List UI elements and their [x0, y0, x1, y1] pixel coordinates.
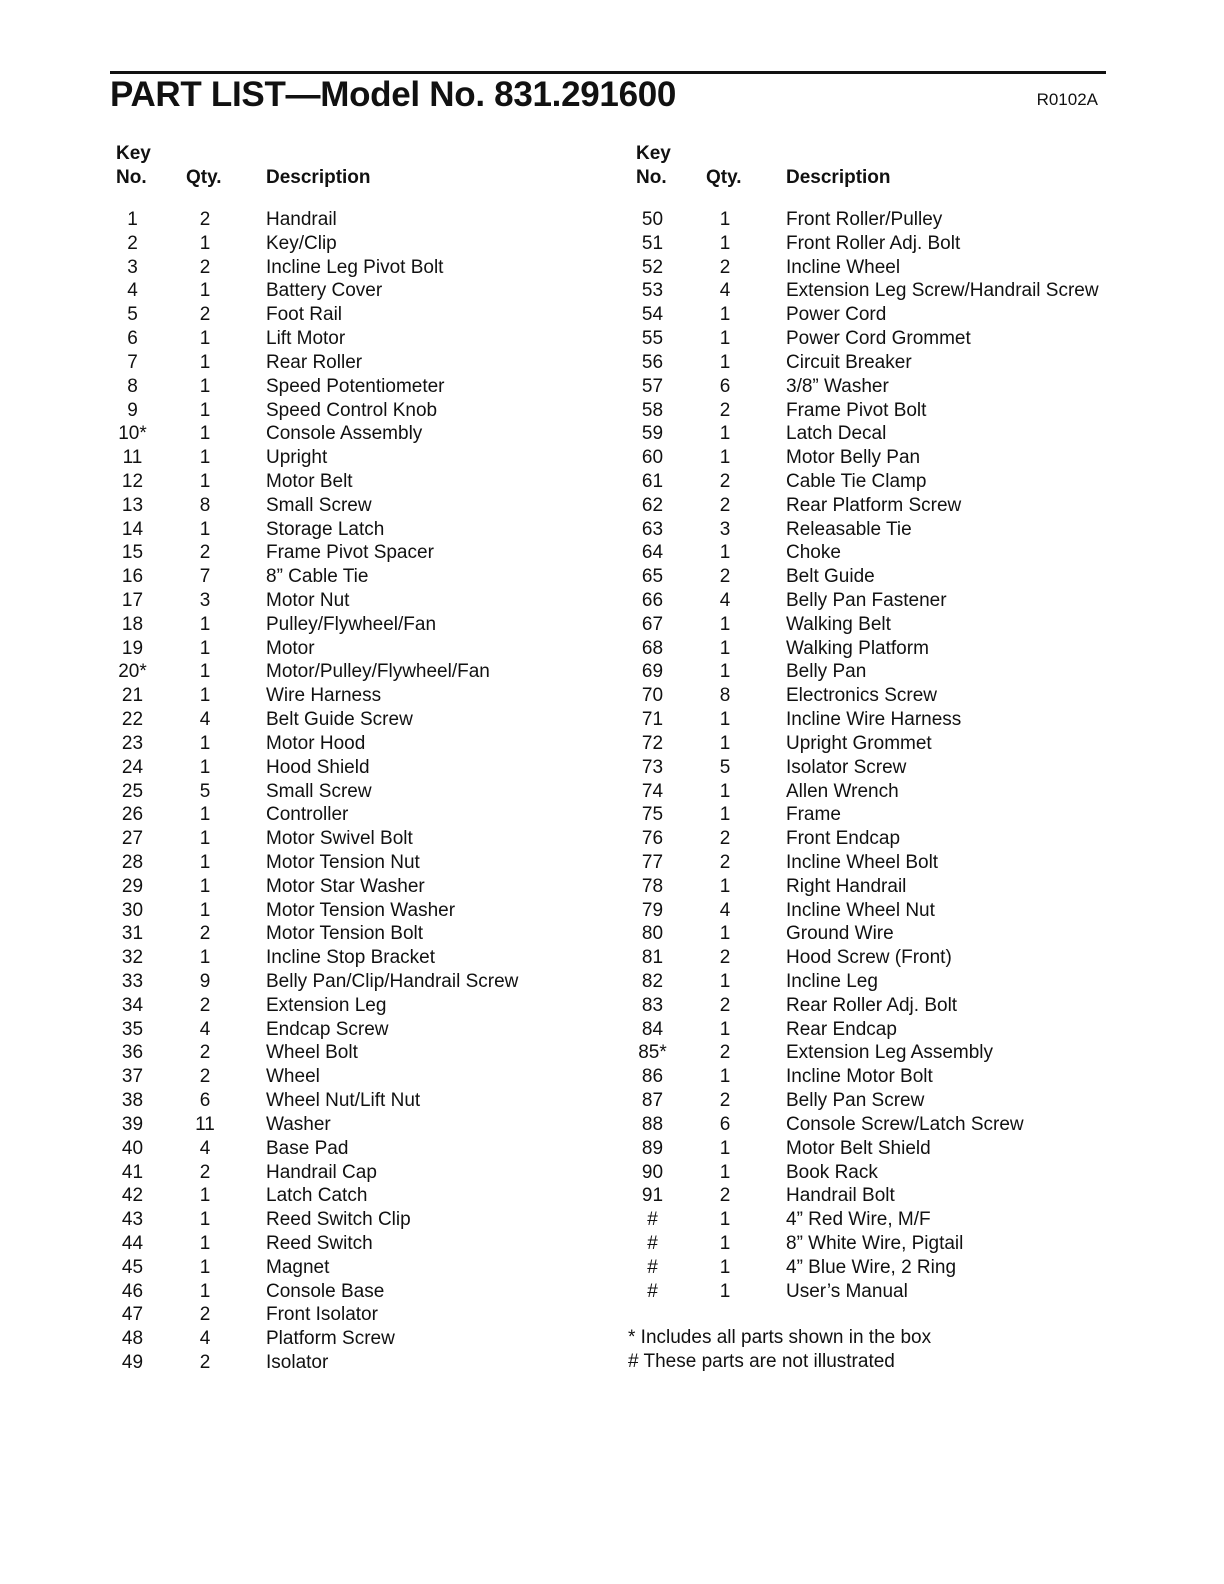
no-label: No. — [636, 167, 667, 188]
part-description: 8” Cable Tie — [266, 566, 369, 588]
footnotes — [628, 1326, 931, 1374]
part-key-number: 43 — [121, 1209, 144, 1231]
part-quantity: 5 — [719, 756, 731, 778]
part-key-number: 35 — [121, 1018, 144, 1040]
part-description: Cable Tie Clamp — [786, 470, 927, 492]
part-key-number: # — [647, 1232, 658, 1254]
part-description: Releasable Tie — [786, 518, 912, 540]
part-description: Motor Swivel Bolt — [266, 828, 413, 850]
part-key-number: 3 — [127, 256, 138, 278]
part-quantity: 1 — [199, 232, 211, 254]
part-quantity: 1 — [719, 637, 731, 659]
part-key-number: 33 — [121, 971, 144, 992]
part-description: Frame Pivot Bolt — [786, 399, 927, 421]
part-quantity: 2 — [719, 1090, 731, 1112]
part-quantity: 1 — [719, 804, 731, 826]
part-description: Motor Tension Bolt — [266, 923, 424, 945]
part-key-number: # — [647, 1256, 658, 1278]
part-description: Incline Wheel — [786, 256, 901, 278]
part-key-number: 54 — [641, 304, 664, 326]
part-quantity: 1 — [199, 1185, 211, 1207]
part-quantity: 1 — [719, 232, 731, 254]
part-description: Isolator — [266, 1352, 329, 1373]
part-key-number: 78 — [641, 875, 664, 897]
part-description: Extension Leg Assembly — [786, 1042, 994, 1064]
part-description: Motor Tension Nut — [266, 851, 420, 873]
part-key-number: 89 — [641, 1137, 664, 1159]
part-description: Wheel — [266, 1066, 320, 1088]
part-description: Controller — [266, 804, 349, 826]
part-key-number: 86 — [641, 1066, 664, 1088]
part-key-number: 23 — [121, 732, 144, 754]
part-description: Console Base — [266, 1280, 385, 1302]
part-key-number: 53 — [641, 280, 664, 302]
part-description: Motor Hood — [266, 732, 366, 754]
part-key-number: 65 — [641, 566, 664, 588]
part-quantity: 8 — [199, 494, 211, 516]
part-quantity: 2 — [719, 851, 731, 873]
part-quantity: 4 — [199, 1018, 211, 1040]
part-quantity: 2 — [199, 1352, 211, 1373]
part-description: Lift Motor — [266, 328, 346, 350]
part-description: Rear Platform Screw — [786, 494, 962, 516]
part-quantity: 2 — [199, 304, 211, 326]
part-quantity: 1 — [719, 1280, 731, 1302]
part-quantity: 2 — [199, 1304, 211, 1326]
part-key-number: 45 — [121, 1256, 144, 1278]
part-key-number: 13 — [121, 494, 144, 516]
part-description: Hood Screw (Front) — [786, 947, 952, 969]
footnote-included: * Includes all parts shown in the box — [628, 1327, 932, 1348]
part-quantity: 1 — [199, 470, 211, 492]
part-quantity: 4 — [719, 590, 731, 611]
part-key-number: 34 — [121, 994, 144, 1016]
part-key-number: 68 — [641, 637, 664, 659]
part-quantity: 1 — [199, 1232, 211, 1254]
part-quantity: 1 — [719, 1256, 731, 1278]
part-description: Extension Leg — [266, 994, 387, 1016]
part-key-number: 66 — [641, 590, 664, 611]
part-key-number: 69 — [641, 661, 664, 683]
part-quantity: 1 — [199, 375, 211, 397]
part-description: User’s Manual — [786, 1280, 908, 1302]
part-quantity: 1 — [199, 804, 211, 826]
part-quantity: 7 — [199, 566, 211, 588]
part-quantity: 1 — [719, 1137, 731, 1159]
part-description: Power Cord — [786, 304, 887, 326]
part-quantity: 1 — [199, 756, 211, 778]
part-quantity: 1 — [719, 304, 731, 326]
part-quantity: 2 — [719, 1185, 731, 1207]
part-key-number: 46 — [121, 1280, 144, 1302]
part-key-number: 70 — [641, 685, 664, 707]
part-description: Right Handrail — [786, 875, 907, 897]
part-description: Circuit Breaker — [786, 351, 912, 373]
part-quantity: 1 — [199, 1209, 211, 1231]
part-description: Console Screw/Latch Screw — [786, 1113, 1024, 1135]
part-quantity: 2 — [199, 994, 211, 1016]
part-key-number: 12 — [121, 470, 144, 492]
part-description: Incline Wheel Bolt — [786, 851, 939, 873]
part-key-number: 2 — [127, 232, 138, 254]
part-key-number: 80 — [641, 923, 664, 945]
part-key-number: 22 — [121, 709, 144, 731]
part-key-number: 18 — [121, 613, 144, 635]
part-description: Platform Screw — [266, 1328, 395, 1350]
part-key-number: 50 — [641, 209, 664, 230]
part-description: Front Isolator — [266, 1304, 378, 1326]
part-description: Belly Pan — [786, 661, 867, 683]
part-quantity: 1 — [719, 732, 731, 754]
part-quantity: 2 — [719, 566, 731, 588]
part-quantity: 1 — [719, 1209, 731, 1231]
part-description: Book Rack — [786, 1161, 878, 1183]
part-description: Handrail Bolt — [786, 1185, 895, 1207]
part-description: Foot Rail — [266, 304, 343, 326]
part-key-number: 4 — [127, 280, 138, 302]
part-key-number: 14 — [121, 518, 144, 540]
part-quantity: 1 — [199, 1280, 211, 1302]
part-quantity: 2 — [199, 209, 211, 230]
part-description: Motor Belt Shield — [786, 1137, 931, 1159]
part-description: Frame Pivot Spacer — [266, 542, 434, 564]
part-description: Latch Catch — [266, 1185, 368, 1207]
part-quantity: 4 — [199, 1328, 211, 1350]
part-description: Choke — [786, 542, 841, 564]
part-key-number: 32 — [121, 947, 144, 969]
part-description: Motor — [266, 637, 315, 659]
part-quantity: 1 — [719, 875, 731, 897]
part-quantity: 6 — [719, 375, 731, 397]
part-quantity: 8 — [719, 685, 731, 707]
part-description: Storage Latch — [266, 518, 385, 540]
part-description: Ground Wire — [786, 923, 894, 945]
part-description: Latch Decal — [786, 423, 887, 445]
part-quantity: 1 — [719, 1066, 731, 1088]
part-quantity: 2 — [719, 1042, 731, 1064]
part-quantity: 5 — [199, 780, 211, 802]
part-quantity: 1 — [719, 447, 731, 469]
part-quantity: 1 — [199, 875, 211, 897]
part-description: Speed Potentiometer — [266, 375, 445, 397]
part-quantity: 1 — [199, 613, 211, 635]
part-key-number: 19 — [121, 637, 144, 659]
part-quantity: 1 — [199, 851, 211, 873]
part-description: Reed Switch Clip — [266, 1209, 411, 1231]
part-key-number: # — [647, 1280, 658, 1302]
part-description: Belt Guide — [786, 566, 875, 588]
part-key-number: 85* — [638, 1042, 667, 1064]
part-key-number: 39 — [121, 1113, 144, 1135]
part-quantity: 1 — [199, 351, 211, 373]
part-quantity: 1 — [719, 423, 731, 445]
part-description: 3/8” Washer — [786, 375, 889, 397]
part-key-number: 88 — [641, 1113, 664, 1135]
part-quantity: 2 — [199, 542, 211, 564]
part-quantity: 1 — [719, 1161, 731, 1183]
part-description: Allen Wrench — [786, 780, 899, 802]
part-key-number: 42 — [121, 1185, 144, 1207]
part-description: Small Screw — [266, 780, 372, 802]
reference-code: R0102A — [1036, 90, 1098, 109]
part-description: Belly Pan/Clip/Handrail Screw — [266, 971, 519, 992]
part-quantity: 4 — [199, 709, 211, 731]
part-quantity: 1 — [719, 923, 731, 945]
part-key-number: 87 — [641, 1090, 664, 1112]
part-description: Hood Shield — [266, 756, 370, 778]
part-key-number: 47 — [121, 1304, 144, 1326]
part-description: Motor/Pulley/Flywheel/Fan — [266, 661, 490, 683]
part-quantity: 1 — [199, 828, 211, 850]
part-description: Magnet — [266, 1256, 330, 1278]
part-description: Belly Pan Fastener — [786, 590, 947, 611]
part-description: Frame — [786, 804, 841, 826]
part-quantity: 3 — [199, 590, 211, 611]
part-key-number: 10* — [118, 423, 147, 445]
part-key-number: 77 — [641, 851, 664, 873]
part-description: Incline Stop Bracket — [266, 947, 435, 969]
part-quantity: 1 — [199, 637, 211, 659]
part-key-number: 27 — [121, 828, 144, 850]
part-description: Belly Pan Screw — [786, 1090, 925, 1112]
no-label: No. — [116, 167, 147, 188]
part-quantity: 2 — [719, 470, 731, 492]
part-quantity: 1 — [199, 447, 211, 469]
part-description: Handrail Cap — [266, 1161, 377, 1183]
part-quantity: 2 — [719, 494, 731, 516]
qty-label: Qty. — [186, 167, 222, 188]
part-key-number: 62 — [641, 494, 664, 516]
part-quantity: 1 — [199, 899, 211, 921]
part-key-number: 20* — [118, 661, 147, 683]
part-description: Washer — [266, 1113, 331, 1135]
description-label: Description — [266, 167, 371, 188]
part-key-number: 75 — [641, 804, 664, 826]
part-key-number: 8 — [127, 375, 138, 397]
part-key-number: 52 — [641, 256, 664, 278]
part-description: Console Assembly — [266, 423, 423, 445]
part-quantity: 4 — [199, 1137, 211, 1159]
part-key-number: 81 — [641, 947, 664, 969]
part-key-number: 90 — [641, 1161, 664, 1183]
part-key-number: 21 — [121, 685, 144, 707]
part-key-number: 64 — [641, 542, 664, 564]
part-quantity: 1 — [719, 709, 731, 731]
part-key-number: 44 — [121, 1232, 144, 1254]
part-key-number: 37 — [121, 1066, 144, 1088]
part-quantity: 1 — [199, 732, 211, 754]
part-key-number: 9 — [127, 399, 138, 421]
part-description: Incline Leg — [786, 971, 878, 992]
part-description: Incline Leg Pivot Bolt — [266, 256, 444, 278]
part-quantity: 1 — [199, 685, 211, 707]
part-key-number: 40 — [121, 1137, 144, 1159]
part-quantity: 2 — [719, 828, 731, 850]
part-quantity: 2 — [199, 1161, 211, 1183]
part-quantity: 2 — [719, 947, 731, 969]
part-quantity: 1 — [199, 947, 211, 969]
part-key-number: 58 — [641, 399, 664, 421]
part-description: Pulley/Flywheel/Fan — [266, 613, 437, 635]
part-description: Key/Clip — [266, 232, 337, 254]
part-key-number: 11 — [122, 447, 143, 469]
part-key-number: 79 — [641, 899, 664, 921]
part-description: Electronics Screw — [786, 685, 937, 707]
part-description: Motor Tension Washer — [266, 899, 456, 921]
part-key-number: 56 — [641, 351, 664, 373]
description-label: Description — [786, 167, 891, 188]
part-description: Incline Wheel Nut — [786, 899, 935, 921]
part-description: Battery Cover — [266, 280, 383, 302]
part-key-number: 60 — [641, 447, 664, 469]
part-description: Front Roller/Pulley — [786, 209, 943, 230]
part-quantity: 2 — [719, 399, 731, 421]
part-quantity: 2 — [199, 256, 211, 278]
part-quantity: 1 — [199, 423, 211, 445]
part-description: Front Endcap — [786, 828, 901, 850]
part-description: Extension Leg Screw/Handrail Screw — [786, 280, 1099, 302]
part-key-number: 17 — [121, 590, 144, 611]
part-description: 4” Red Wire, M/F — [786, 1209, 931, 1231]
part-key-number: 28 — [121, 851, 144, 873]
part-key-number: 26 — [121, 804, 144, 826]
part-quantity: 1 — [719, 328, 731, 350]
part-quantity: 1 — [199, 399, 211, 421]
part-description: Handrail — [266, 209, 337, 230]
part-key-number: 57 — [641, 375, 664, 397]
part-key-number: 76 — [641, 828, 664, 850]
part-key-number: 48 — [121, 1328, 144, 1350]
key-label: Key — [116, 143, 151, 164]
part-description: Rear Roller Adj. Bolt — [786, 994, 958, 1016]
part-quantity: 1 — [719, 351, 731, 373]
part-key-number: 61 — [641, 470, 664, 492]
part-quantity: 9 — [199, 971, 211, 992]
part-quantity: 1 — [719, 209, 731, 230]
part-quantity: 1 — [719, 613, 731, 635]
part-quantity: 1 — [719, 1232, 731, 1254]
key-label: Key — [636, 143, 671, 164]
part-quantity: 1 — [199, 518, 211, 540]
part-description: Motor Belly Pan — [786, 447, 921, 469]
part-quantity: 11 — [195, 1113, 215, 1135]
part-key-number: 1 — [127, 209, 138, 230]
part-description: Reed Switch — [266, 1232, 373, 1254]
part-description: Wheel Nut/Lift Nut — [266, 1090, 421, 1112]
part-quantity: 4 — [719, 280, 731, 302]
part-description: Upright — [266, 447, 328, 469]
part-quantity: 1 — [719, 542, 731, 564]
part-quantity: 4 — [719, 899, 731, 921]
part-key-number: 55 — [641, 328, 664, 350]
part-key-number: 49 — [121, 1352, 144, 1373]
part-key-number: 30 — [121, 899, 144, 921]
part-description: Isolator Screw — [786, 756, 907, 778]
part-key-number: 59 — [641, 423, 664, 445]
part-key-number: 73 — [641, 756, 664, 778]
part-description: Rear Roller — [266, 351, 363, 373]
part-key-number: 84 — [641, 1018, 664, 1040]
part-description: Wheel Bolt — [266, 1042, 358, 1064]
footnote-not-illustrated: # These parts are not illustrated — [628, 1350, 895, 1372]
part-quantity: 1 — [199, 661, 211, 683]
part-key-number: 67 — [641, 613, 664, 635]
part-quantity: 2 — [199, 923, 211, 945]
qty-label: Qty. — [706, 167, 742, 188]
part-quantity: 2 — [719, 994, 731, 1016]
part-quantity: 1 — [199, 328, 211, 350]
part-description: Wire Harness — [266, 685, 382, 707]
part-key-number: 71 — [641, 709, 664, 731]
part-key-number: 38 — [121, 1090, 144, 1112]
part-key-number: 72 — [641, 732, 664, 754]
part-key-number: 36 — [121, 1042, 144, 1064]
part-key-number: 5 — [127, 304, 138, 326]
part-description: Base Pad — [266, 1137, 349, 1159]
part-quantity: 2 — [719, 256, 731, 278]
part-description: Walking Platform — [786, 637, 929, 659]
part-description: Small Screw — [266, 494, 372, 516]
part-description: Incline Wire Harness — [786, 709, 962, 731]
part-description: Power Cord Grommet — [786, 328, 971, 350]
part-key-number: 7 — [127, 351, 138, 373]
part-key-number: 74 — [641, 780, 664, 802]
part-quantity: 1 — [719, 971, 731, 992]
part-description: Rear Endcap — [786, 1018, 897, 1040]
part-description: Incline Motor Bolt — [786, 1066, 933, 1088]
part-description: 8” White Wire, Pigtail — [786, 1232, 964, 1254]
part-quantity: 1 — [199, 280, 211, 302]
part-key-number: 91 — [641, 1185, 664, 1207]
part-description: Endcap Screw — [266, 1018, 389, 1040]
part-quantity: 2 — [199, 1066, 211, 1088]
part-quantity: 1 — [199, 1256, 211, 1278]
part-key-number: 25 — [121, 780, 144, 802]
part-key-number: 16 — [121, 566, 144, 588]
part-description: Walking Belt — [786, 613, 891, 635]
part-description: Front Roller Adj. Bolt — [786, 232, 961, 254]
part-key-number: 15 — [121, 542, 144, 564]
part-key-number: # — [647, 1209, 658, 1231]
part-quantity: 1 — [719, 1018, 731, 1040]
part-description: Motor Belt — [266, 470, 353, 492]
part-quantity: 2 — [199, 1042, 211, 1064]
part-key-number: 29 — [121, 875, 144, 897]
part-quantity: 1 — [719, 661, 731, 683]
part-description: Belt Guide Screw — [266, 709, 413, 731]
part-key-number: 51 — [641, 232, 664, 254]
part-description: Speed Control Knob — [266, 399, 438, 421]
part-key-number: 6 — [127, 328, 138, 350]
part-key-number: 24 — [121, 756, 144, 778]
part-quantity: 1 — [719, 780, 731, 802]
part-key-number: 41 — [121, 1161, 144, 1183]
part-description: Motor Nut — [266, 590, 350, 611]
part-description: Upright Grommet — [786, 732, 932, 754]
part-key-number: 83 — [641, 994, 664, 1016]
part-key-number: 31 — [121, 923, 144, 945]
part-quantity: 6 — [719, 1113, 731, 1135]
page-title: PART LIST—Model No. 831.291600 — [110, 75, 677, 114]
part-description: Motor Star Washer — [266, 875, 425, 897]
part-key-number: 63 — [641, 518, 664, 540]
part-quantity: 6 — [199, 1090, 211, 1112]
part-description: 4” Blue Wire, 2 Ring — [786, 1256, 957, 1278]
part-quantity: 3 — [719, 518, 731, 540]
part-key-number: 82 — [641, 971, 664, 992]
